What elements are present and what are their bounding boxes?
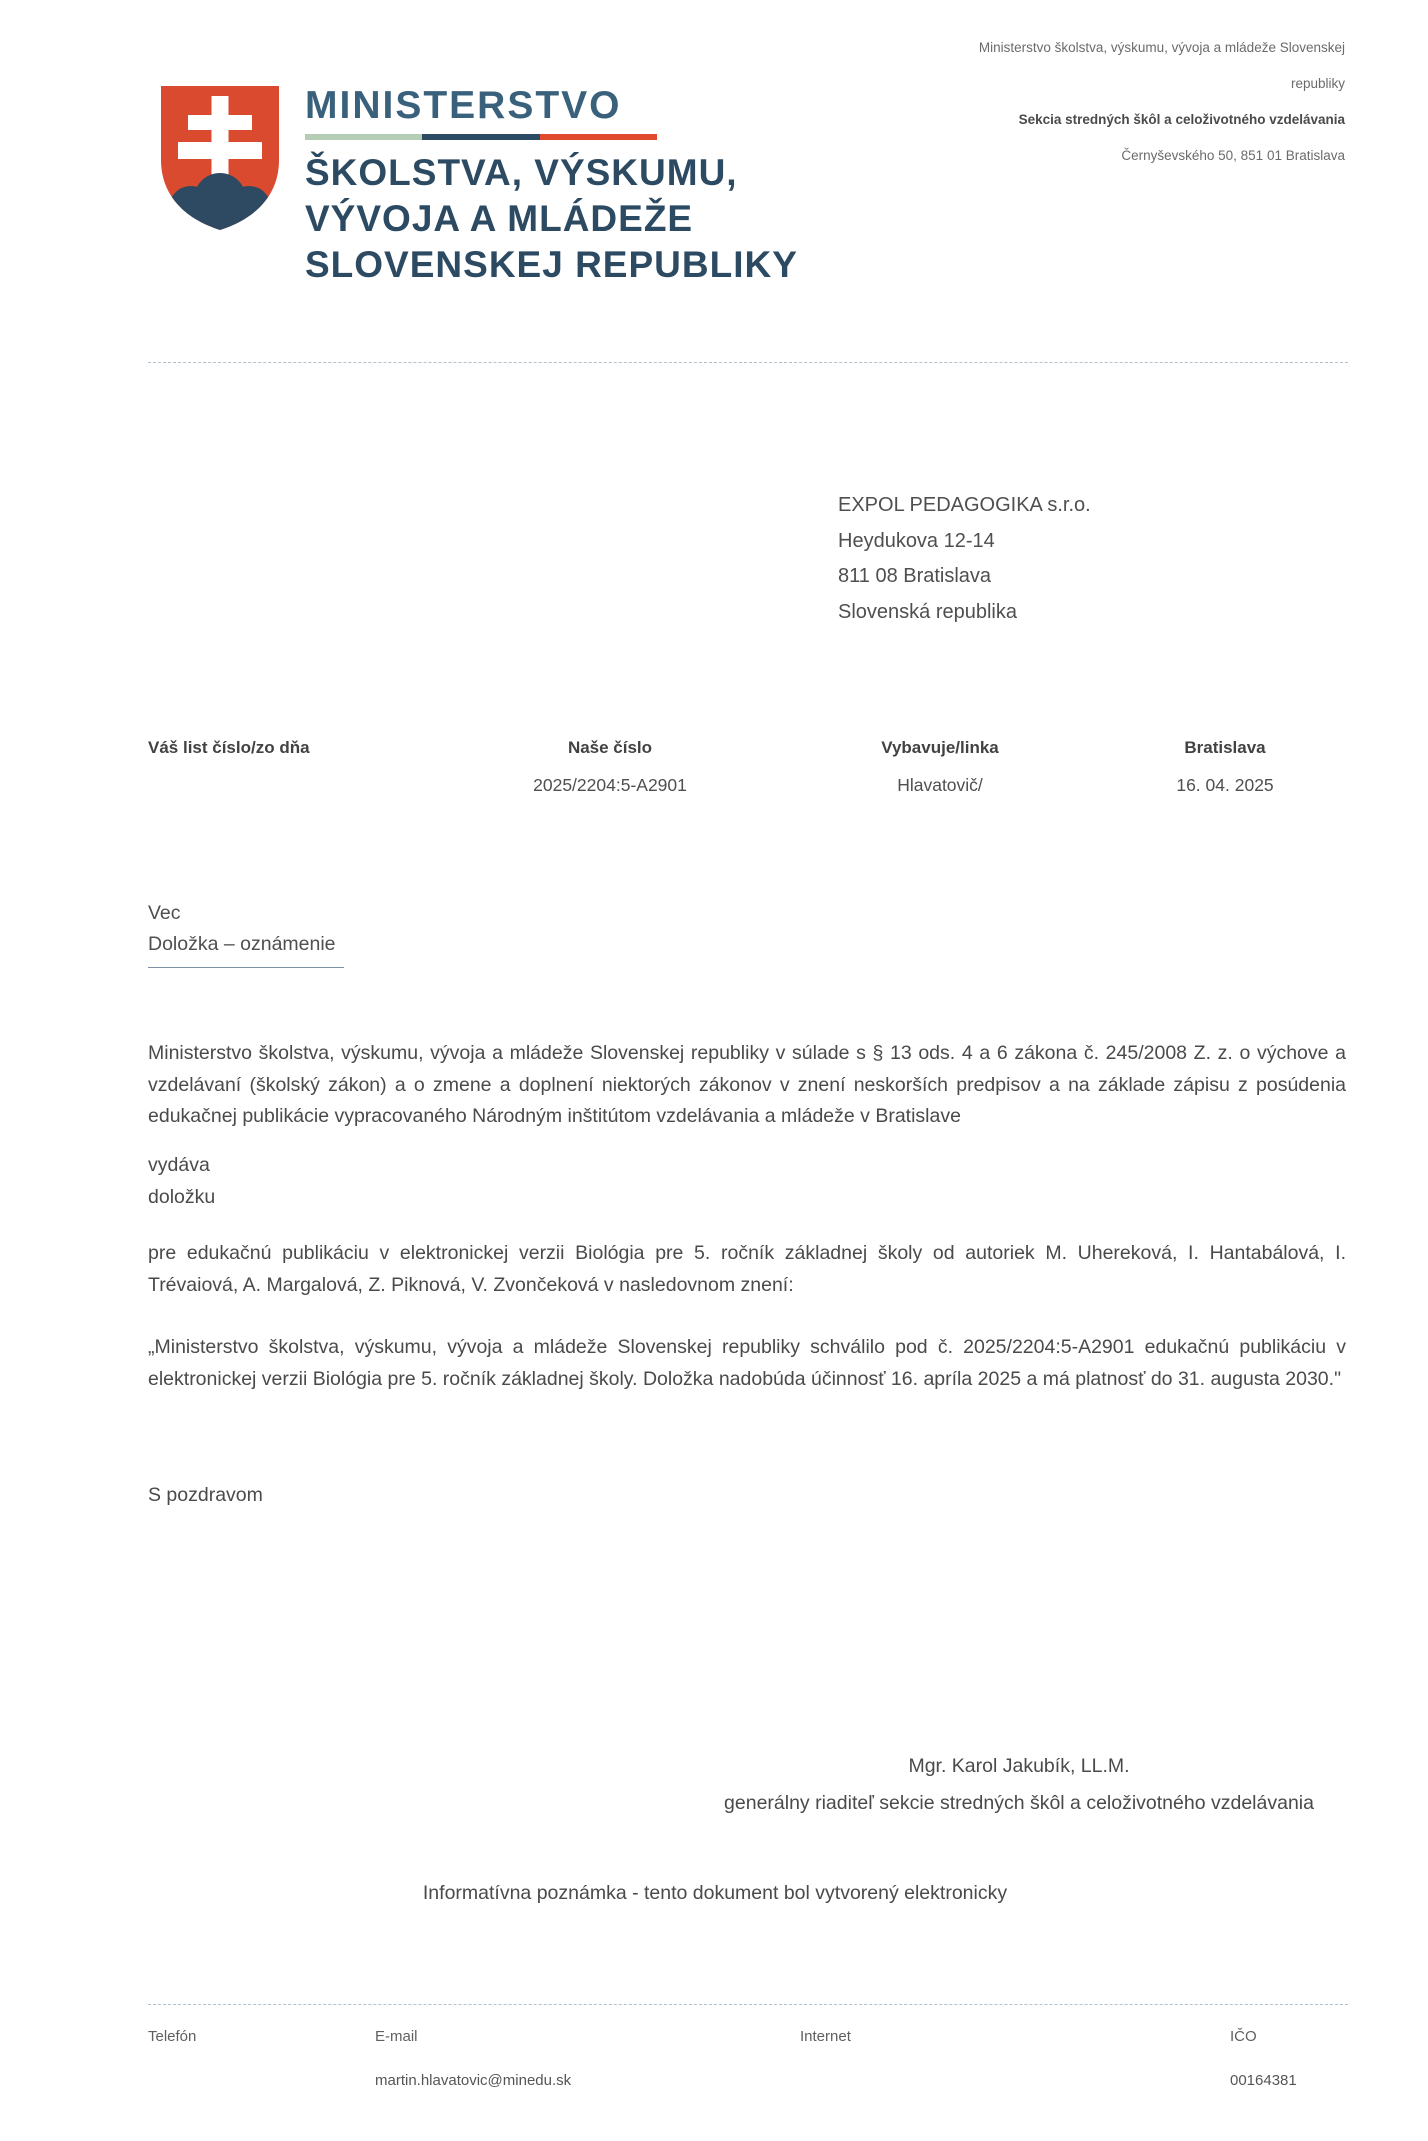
footer-label-phone: Telefón	[148, 2028, 197, 2045]
signatory-name: Mgr. Karol Jakubík, LL.M.	[908, 1755, 1130, 1777]
tricolor-green-segment	[305, 134, 422, 140]
issues-block	[148, 1150, 1346, 1213]
logo-title: MINISTERSTVO	[305, 84, 622, 127]
ref-value-date: 16. 04. 2025	[1176, 775, 1274, 795]
footer-value-email: martin.hlavatovic@minedu.sk	[375, 2072, 572, 2089]
footer-label-internet: Internet	[800, 2028, 851, 2045]
section-name: Sekcia stredných škôl a celoživotného vzdelávania	[1018, 112, 1345, 127]
footer-col-phone	[148, 2028, 196, 2072]
logo-line4: SLOVENSKEJ REPUBLIKY	[305, 244, 798, 285]
ref-label-our-number: Naše číslo	[567, 738, 653, 757]
footer-col-internet	[800, 2028, 851, 2072]
recipient-company: EXPOL PEDAGOGIKA s.r.o.	[838, 494, 1091, 516]
recipient-address-block	[838, 488, 1091, 630]
slovak-coat-of-arms-icon	[155, 82, 285, 234]
footer-divider	[148, 2004, 1348, 2005]
ref-value-handled-by: Hlavatovič/	[897, 775, 983, 795]
subject-block	[148, 898, 344, 968]
footer-label-ico: IČO	[1230, 2028, 1257, 2045]
electronic-document-note: Informatívna poznámka - tento dokument bol vytvorený elektronicky	[422, 1882, 1008, 1904]
subject-label: Vec	[148, 902, 181, 924]
ref-value-our-number: 2025/2204:5-A2901	[533, 775, 687, 795]
recipient-city: 811 08 Bratislava	[838, 565, 992, 587]
body-paragraph-1: Ministerstvo školstva, výskumu, vývoja a mládeže Slovenskej republiky v súlade s § 13 ods. 4 a 6 zákona č. 245/2008 Z. z. o výchove a vzdelávaní (školský zákon) a o zmene a doplnení niektorých zákonov v znení neskorších predpisov a na základe zápisu z posúdenia edukačnej publikácie vypracovaného Národným inštitútom vzdelávania a mládeže v Bratislave	[148, 1042, 1346, 1127]
footer-col-email	[375, 2028, 571, 2089]
header-divider	[148, 362, 1348, 363]
footer-col-ico	[1230, 2028, 1297, 2089]
body-paragraph-2: pre edukačnú publikáciu v elektronickej verzii Biológia pre 5. ročník základnej školy od autoriek M. Uhereková, I. Hantabálová, I. Trévaiová, A. Margalová, Z. Piknová, V. Zvončeková v nasledovnom znení:	[148, 1242, 1346, 1296]
recipient-country: Slovenská republika	[838, 600, 1017, 623]
ref-col-handled-by	[810, 738, 1070, 795]
signature-block	[690, 1748, 1348, 1822]
ministry-logo	[155, 82, 798, 288]
ref-col-place-date	[1105, 738, 1345, 795]
closing-salutation: S pozdravom	[148, 1484, 263, 1506]
ministry-name-line1: Ministerstvo školstva, výskumu, vývoja a mládeže Slovenskej	[978, 40, 1345, 55]
clause-word: doložku	[148, 1185, 216, 1208]
logo-wordmark	[305, 82, 798, 288]
tricolor-navy-segment	[422, 134, 539, 140]
ministry-street-address: Černyševského 50, 851 01 Bratislava	[1121, 148, 1345, 163]
subject-title: Doložka – oznámenie	[148, 933, 336, 955]
ref-label-place: Bratislava	[1184, 738, 1266, 757]
ministry-name-line2: republiky	[1290, 76, 1345, 91]
ref-col-your-letter	[148, 738, 428, 775]
footer-label-email: E-mail	[375, 2028, 418, 2045]
tricolor-red-segment	[540, 134, 657, 140]
ref-label-your-letter: Váš list číslo/zo dňa	[148, 738, 310, 757]
logo-line2: ŠKOLSTVA, VÝSKUMU,	[305, 152, 738, 193]
ref-col-our-number	[460, 738, 760, 795]
logo-line3: VÝVOJA A MLÁDEŽE	[305, 198, 694, 239]
tricolor-rule	[305, 134, 657, 140]
footer-value-ico: 00164381	[1230, 2072, 1297, 2089]
recipient-street: Heydukova 12-14	[838, 529, 995, 552]
body-paragraph-3-quote: „Ministerstvo školstva, výskumu, vývoja a mládeže Slovenskej republiky schválilo pod č. 2025/2204:5-A2901 edukačnú publikáciu v elektronickej verzii Biológia pre 5. ročník základnej školy. Doložka nadobúda účinnosť 16. apríla 2025 a má platnosť do 31. augusta 2030."	[148, 1336, 1346, 1390]
subject-underline	[148, 967, 344, 968]
header-right-block	[725, 30, 1345, 174]
signatory-title: generálny riaditeľ sekcie stredných škôl a celoživotného vzdelávania	[724, 1792, 1314, 1814]
issues-word: vydáva	[148, 1154, 210, 1176]
ref-label-handled-by: Vybavuje/linka	[881, 738, 999, 757]
